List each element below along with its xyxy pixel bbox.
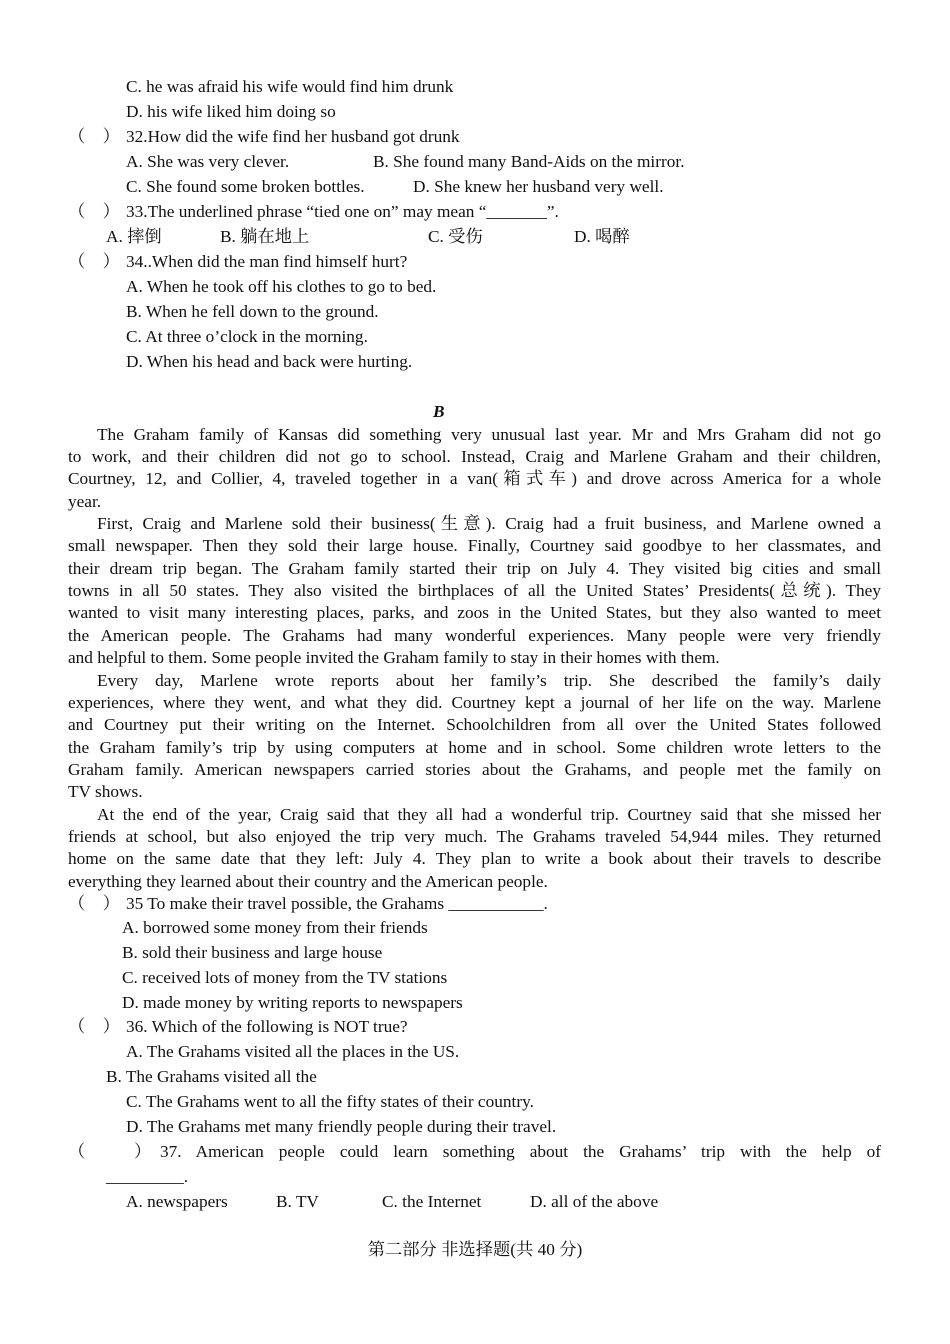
passage-p1-line3: Courtney, 12, and Collier, 4, traveled together in a van(箱式车) and drove across America for a whole <box>68 469 881 488</box>
q32-option-a: A. She was very clever. <box>126 152 290 171</box>
passage-p2-line1: First, Craig and Marlene sold their business(生意). Craig had a fruit business, and Marlene owned a <box>97 514 881 533</box>
q32-stem: 32.How did the wife find her husband got drunk <box>126 127 460 146</box>
q36-option-c: C. The Grahams went to all the fifty states of their country. <box>126 1092 534 1111</box>
q35-option-c: C. received lots of money from the TV stations <box>122 968 448 987</box>
passage-p3-line4: the Graham family’s trip by using computers at home and in school. Some children wrote letters to the <box>68 738 881 757</box>
q36-stem: 36. Which of the following is NOT true? <box>126 1017 408 1036</box>
q37-option-b: B. TV <box>276 1192 319 1211</box>
passage-p2-line4: towns in all 50 states. They also visited the birthplaces of all the United States’ Presidents(总统). They <box>68 581 881 600</box>
q34-option-c: C. At three o’clock in the morning. <box>126 327 368 346</box>
q37-stem: 37. American people could learn something about the Grahams’ trip with the help of <box>160 1142 881 1161</box>
q34-option-d: D. When his head and back were hurting. <box>126 352 413 371</box>
q37-blank: _________. <box>106 1167 189 1186</box>
q34-answer-paren: （ ） <box>68 252 120 271</box>
passage-p2-line6: the American people. The Grahams had many wonderful experiences. Many people were very friendly <box>68 626 881 645</box>
passage-p2-line2: small newspaper. Then they sold their large house. Finally, Courtney said goodbye to her classmates, and <box>68 536 881 555</box>
passage-p4-line3: home on the same date that they left: July 4. They plan to write a book about their travels to describe <box>68 849 881 868</box>
section-b-heading: B <box>433 402 445 421</box>
q36-answer-paren: （ ） <box>68 1017 120 1036</box>
q33-answer-paren: （ ） <box>68 202 120 221</box>
q37-paren-close: ） <box>134 1142 152 1161</box>
q35-option-a: A. borrowed some money from their friends <box>122 918 428 937</box>
passage-p3-line6: TV shows. <box>68 782 143 801</box>
passage-p4-line1: At the end of the year, Craig said that they all had a wonderful trip. Courtney said that she missed her <box>97 805 881 824</box>
q32-option-b: B. She found many Band-Aids on the mirror. <box>373 152 685 171</box>
q37-option-c: C. the Internet <box>382 1192 482 1211</box>
passage-p4-line4: everything they learned about their country and the American people. <box>68 872 548 891</box>
q37-option-d: D. all of the above <box>530 1192 659 1211</box>
q36-option-a: A. The Grahams visited all the places in the US. <box>126 1042 460 1061</box>
q33-option-c: C. 受伤 <box>428 227 483 246</box>
part-two-heading: 第二部分 非选择题(共 40 分) <box>367 1240 583 1259</box>
q33-option-d: D. 喝醉 <box>574 227 630 246</box>
q31-option-d: D. his wife liked him doing so <box>126 102 336 121</box>
q33-stem: 33.The underlined phrase “tied one on” may mean “_______”. <box>126 202 559 221</box>
passage-p3-line2: experiences, where they went, and what they did. Courtney kept a journal of her life on the way. Marlene <box>68 693 881 712</box>
q35-option-d: D. made money by writing reports to newspapers <box>122 993 463 1012</box>
passage-p2-line3: their dream trip began. The Graham family started their trip on July 4. They visited big cities and small <box>68 559 881 578</box>
passage-p3-line5: Graham family. American newspapers carried stories about the Grahams, and people met the family on <box>68 760 881 779</box>
passage-p1-line1: The Graham family of Kansas did something very unusual last year. Mr and Mrs Graham did not go <box>97 425 881 444</box>
q35-stem: 35 To make their travel possible, the Grahams ___________. <box>126 894 548 913</box>
q36-option-d: D. The Grahams met many friendly people during their travel. <box>126 1117 557 1136</box>
q32-answer-paren: （ ） <box>68 127 120 146</box>
q33-option-a: A. 摔倒 <box>106 227 162 246</box>
q34-option-a: A. When he took off his clothes to go to bed. <box>126 277 437 296</box>
q36-option-b: B. The Grahams visited all the <box>106 1067 317 1086</box>
q35-option-b: B. sold their business and large house <box>122 943 383 962</box>
passage-p3-line3: and Courtney put their writing on the Internet. Schoolchildren from all over the United States followed <box>68 715 881 734</box>
q32-option-d: D. She knew her husband very well. <box>413 177 664 196</box>
q37-option-a: A. newspapers <box>126 1192 228 1211</box>
q33-option-b: B. 躺在地上 <box>220 227 310 246</box>
passage-p2-line5: wanted to visit many interesting places, parks, and zoos in the United States, but they also wanted to meet <box>68 603 881 622</box>
q34-option-b: B. When he fell down to the ground. <box>126 302 379 321</box>
q32-option-c: C. She found some broken bottles. <box>126 177 365 196</box>
passage-p2-line7: and helpful to them. Some people invited the Graham family to stay in their homes with them. <box>68 648 720 667</box>
passage-p1-line2: to work, and their children did not go to school. Instead, Craig and Marlene Graham and their children, <box>68 447 881 466</box>
q37-paren-open: （ <box>68 1142 86 1161</box>
passage-p1-line4: year. <box>68 492 102 511</box>
q31-option-c: C. he was afraid his wife would find him drunk <box>126 77 454 96</box>
passage-p3-line1: Every day, Marlene wrote reports about her family’s trip. She described the family’s daily <box>97 671 881 690</box>
q35-answer-paren: （ ） <box>68 894 120 913</box>
passage-p4-line2: friends at school, but also enjoyed the trip very much. The Grahams traveled 54,944 miles. They returned <box>68 827 881 846</box>
q34-stem: 34..When did the man find himself hurt? <box>126 252 408 271</box>
